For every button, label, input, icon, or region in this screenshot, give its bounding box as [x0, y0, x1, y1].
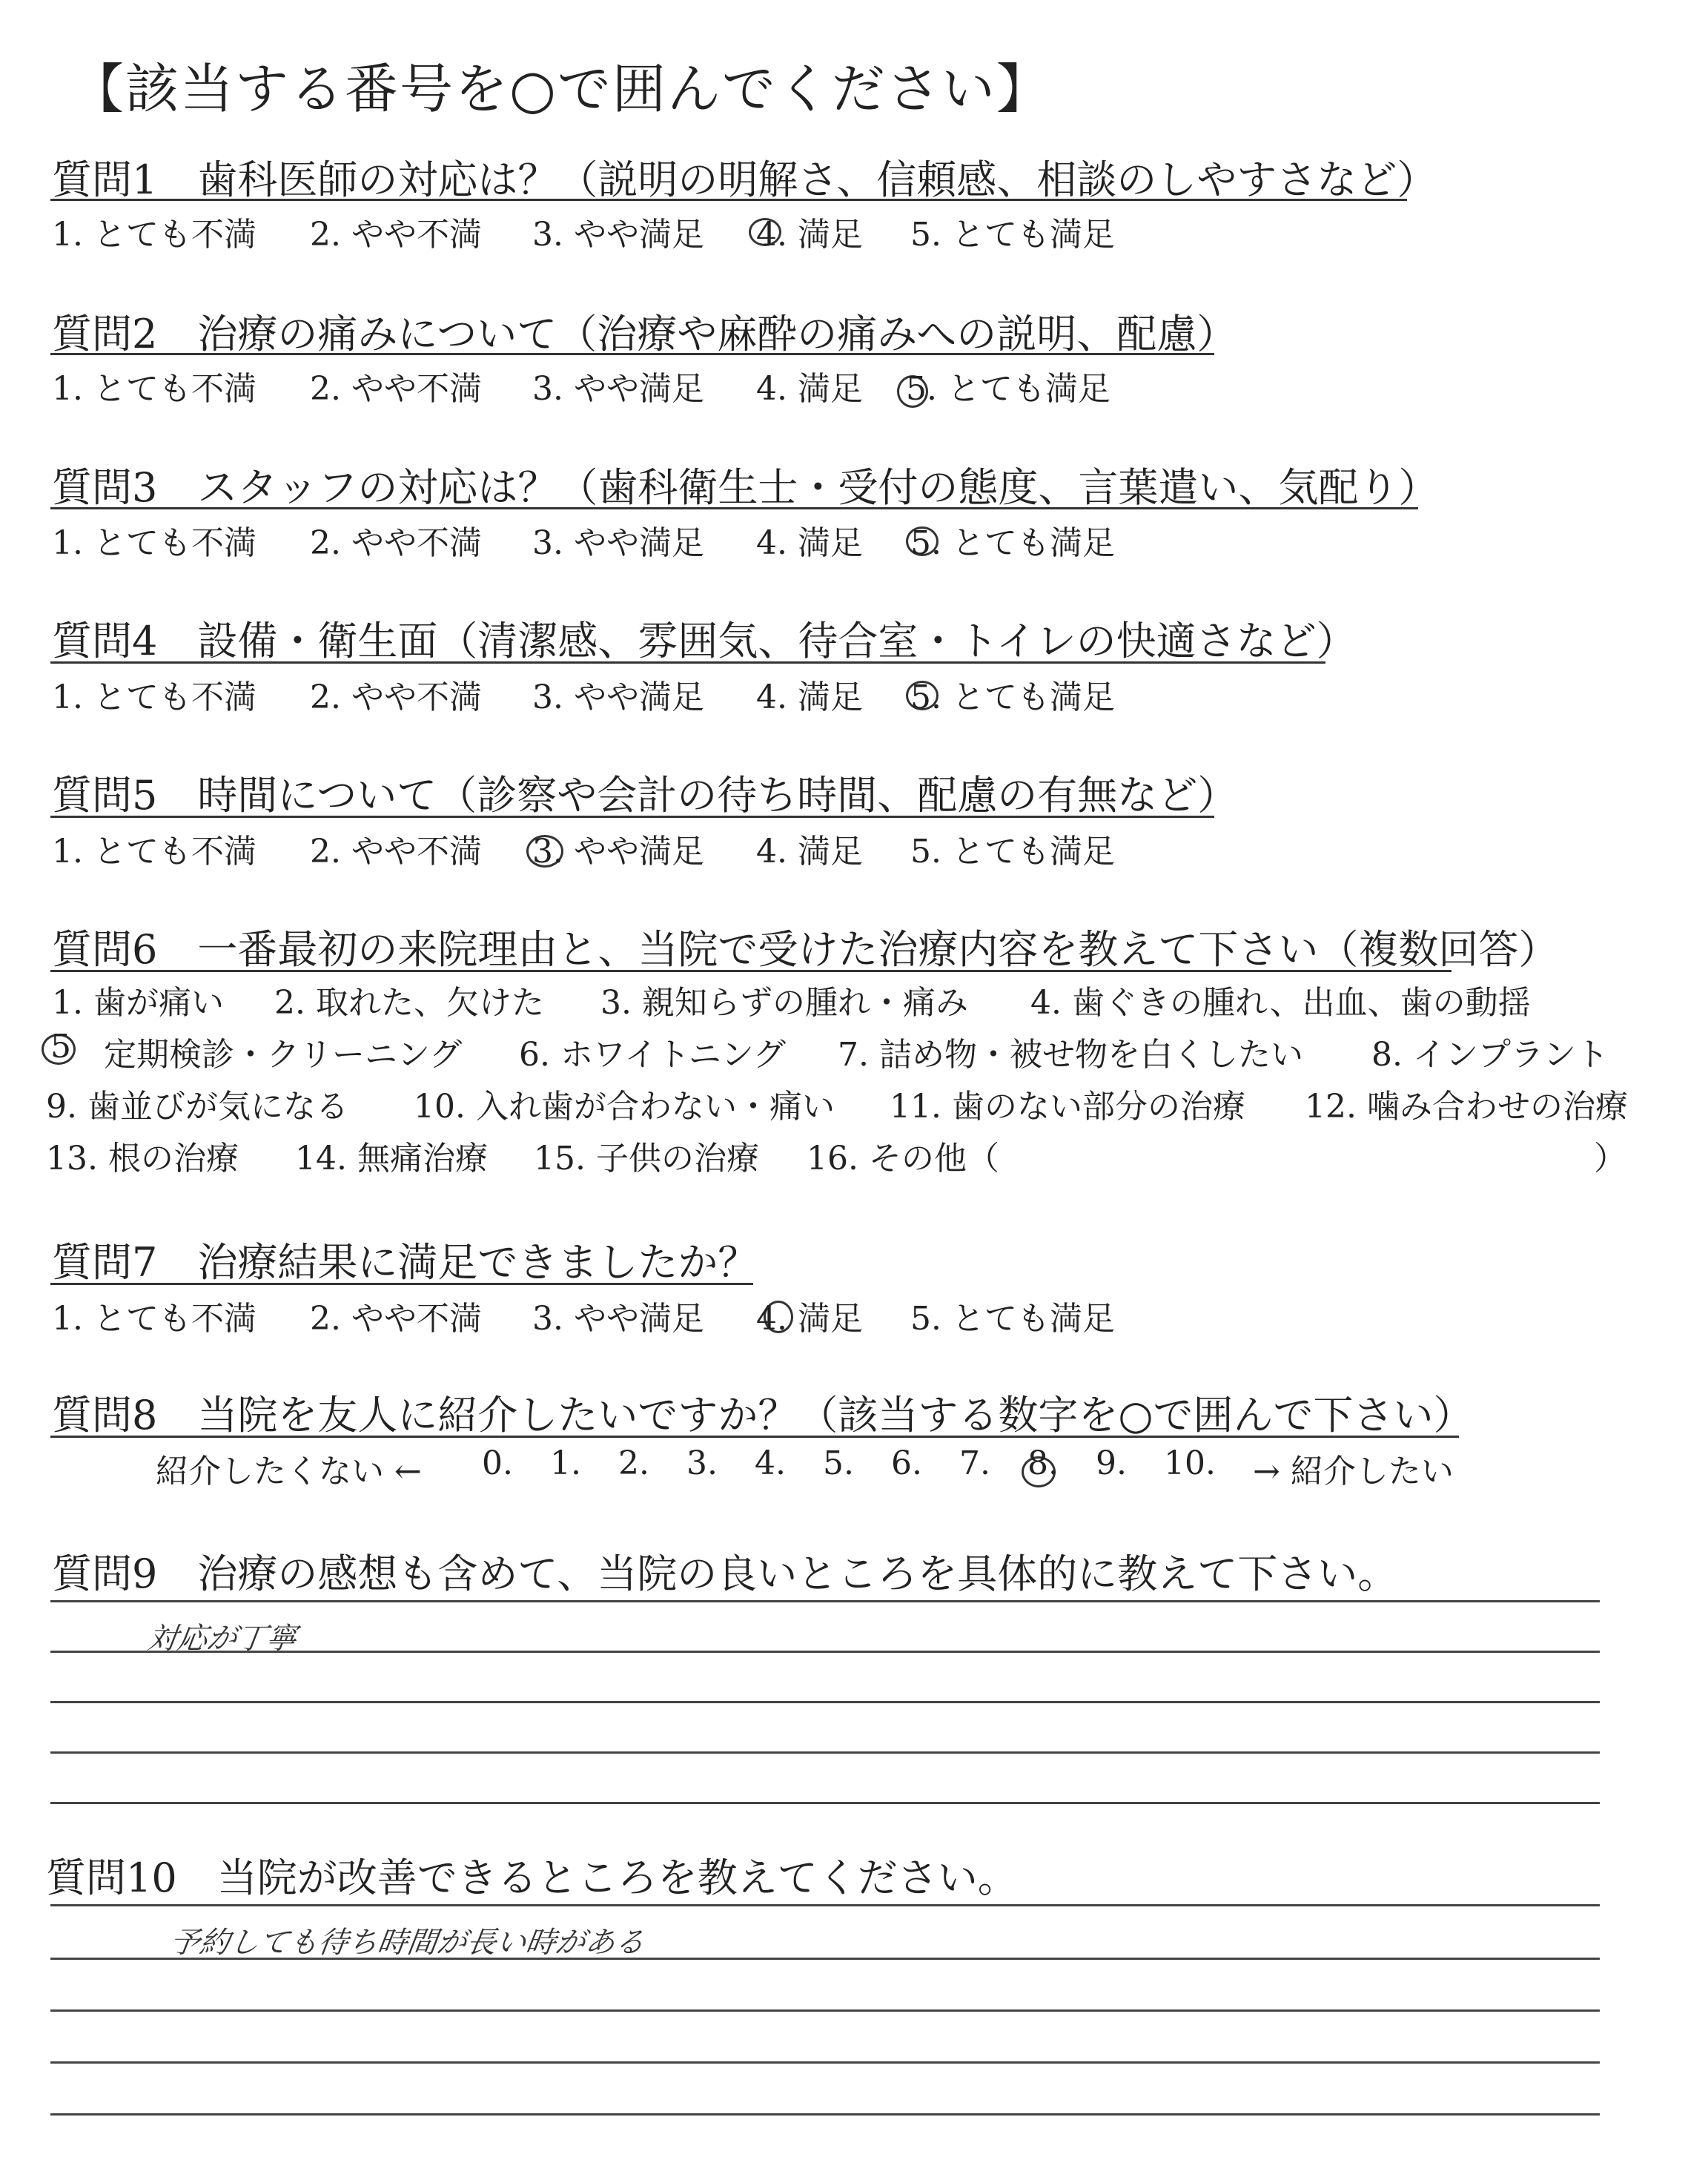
q6-item-4[interactable]: 4. 歯ぐきの腫れ、出血、歯の動揺 — [1030, 984, 1531, 1022]
question-2-underline — [50, 353, 1214, 355]
question-4-title: 質問4 設備・衛生面（清潔感、雰囲気、待合室・トイレの快適さなど） — [52, 618, 1357, 664]
q8-num-9[interactable]: 9. — [1096, 1444, 1127, 1482]
q6-item-13[interactable]: 13. 根の治療 — [46, 1140, 239, 1178]
q9-write-line-4 — [50, 1751, 1600, 1754]
question-6-title: 質問6 一番最初の来院理由と、当院で受けた治療内容を教えて下さい（複数回答） — [52, 926, 1559, 973]
question-6-options — [0, 976, 1708, 1183]
question-5-title: 質問5 時間について（診察や会計の待ち時間、配慮の有無など） — [52, 772, 1238, 819]
q5-option-5[interactable]: 5. とても満足 — [910, 833, 1115, 871]
question-10-title: 質問10 当院が改善できるところを教えてください。 — [46, 1855, 1018, 1901]
question-5-underline — [50, 816, 1214, 818]
q10-handwritten-answer[interactable]: 予約しても待ち時間が長い時がある — [168, 1926, 647, 1960]
q7-option-5[interactable]: 5. とても満足 — [910, 1300, 1115, 1338]
question-1-title: 質問1 歯科医師の対応は？（説明の明解さ、信頼感、相談のしやすさなど） — [52, 156, 1437, 203]
question-5-options — [0, 825, 1708, 869]
q9-write-line-3 — [50, 1701, 1600, 1703]
q8-num-6[interactable]: 6. — [891, 1444, 922, 1482]
q6-item-9[interactable]: 9. 歯並びが気になる — [46, 1088, 348, 1126]
question-3-underline — [50, 507, 1418, 509]
q8-num-7[interactable]: 7. — [959, 1444, 990, 1482]
q2-option-5[interactable]: 5. とても満足 — [906, 370, 1110, 408]
q6-item-16[interactable]: 16. その他（ — [807, 1140, 999, 1178]
question-2-options — [0, 362, 1708, 406]
q1-option-4[interactable]: 4. 満足 — [756, 216, 863, 254]
question-7-underline — [50, 1283, 753, 1285]
q9-write-line-2 — [50, 1651, 1600, 1653]
q3-option-5[interactable]: 5. とても満足 — [910, 524, 1115, 562]
q7-option-3[interactable]: 3. やや満足 — [532, 1300, 704, 1338]
q3-option-4[interactable]: 4. 満足 — [756, 524, 863, 562]
q1-option-1[interactable]: 1. とても不満 — [52, 216, 256, 254]
question-1-underline — [50, 199, 1407, 201]
q7-option-2[interactable]: 2. やや不満 — [310, 1300, 482, 1338]
q8-num-3[interactable]: 3. — [686, 1444, 718, 1482]
q5-option-4[interactable]: 4. 満足 — [756, 833, 863, 871]
question-8-scale — [0, 1444, 1708, 1489]
q8-right-label: → 紹介したい — [1253, 1453, 1454, 1490]
q10-write-line-1 — [50, 1904, 1600, 1906]
q7-option-4[interactable]: 4. 満足 — [756, 1300, 863, 1338]
question-7-title: 質問7 治療結果に満足できましたか？ — [52, 1239, 758, 1286]
q2-option-4[interactable]: 4. 満足 — [756, 370, 863, 408]
question-6-underline — [50, 970, 1452, 972]
q6-item-16-close: ） — [1594, 1140, 1626, 1178]
q4-option-3[interactable]: 3. やや満足 — [532, 678, 704, 716]
question-2-title: 質問2 治療の痛みについて（治療や麻酔の痛みへの説明、配慮） — [52, 311, 1237, 357]
q4-option-4[interactable]: 4. 満足 — [756, 678, 863, 716]
q9-write-line-1 — [50, 1600, 1600, 1602]
q6-item-8[interactable]: 8. インプラント — [1371, 1036, 1609, 1074]
q6-item-10[interactable]: 10. 入れ歯が合わない・痛い — [414, 1088, 835, 1126]
question-7-options — [0, 1292, 1708, 1336]
q6-item-5-number[interactable]: 5 — [50, 1028, 71, 1066]
q6-item-5[interactable]: 定期検診・クリーニング — [104, 1036, 463, 1074]
q10-write-line-2 — [50, 1958, 1600, 1960]
q8-num-10[interactable]: 10. — [1164, 1444, 1216, 1482]
question-9-title: 質問9 治療の感想も含めて、当院の良いところを具体的に教えて下さい。 — [52, 1550, 1398, 1597]
q2-option-2[interactable]: 2. やや不満 — [310, 370, 482, 408]
q6-item-1[interactable]: 1. 歯が痛い — [52, 984, 224, 1022]
question-3-title: 質問3 スタッフの対応は？（歯科衛生士・受付の態度、言葉遣い、気配り） — [52, 464, 1439, 511]
q4-option-2[interactable]: 2. やや不満 — [310, 678, 482, 716]
question-8-underline — [50, 1436, 1459, 1438]
q5-option-2[interactable]: 2. やや不満 — [310, 833, 482, 871]
q10-write-line-3 — [50, 2009, 1600, 2012]
q2-option-1[interactable]: 1. とても不満 — [52, 370, 256, 408]
q2-option-3[interactable]: 3. やや満足 — [532, 370, 704, 408]
question-4-options — [0, 670, 1708, 715]
q9-write-line-5 — [50, 1802, 1600, 1804]
q8-num-5[interactable]: 5. — [823, 1444, 854, 1482]
q5-option-1[interactable]: 1. とても不満 — [52, 833, 256, 871]
q10-write-line-4 — [50, 2061, 1600, 2064]
q3-option-1[interactable]: 1. とても不満 — [52, 524, 256, 562]
page-title: 【該当する番号を○で囲んでください】 — [70, 58, 1051, 120]
question-4-underline — [50, 661, 1325, 664]
q10-write-line-5 — [50, 2113, 1600, 2116]
q6-item-7[interactable]: 7. 詰め物・被せ物を白くしたい — [838, 1036, 1303, 1074]
question-8-title: 質問8 当院を友人に紹介したいですか？（該当する数字を○で囲んで下さい） — [52, 1392, 1474, 1439]
question-3-options — [0, 516, 1708, 561]
q1-option-2[interactable]: 2. やや不満 — [310, 216, 482, 254]
q8-num-4[interactable]: 4. — [755, 1444, 786, 1482]
q4-option-5[interactable]: 5. とても満足 — [910, 678, 1115, 716]
q6-item-14[interactable]: 14. 無痛治療 — [295, 1140, 488, 1178]
q6-item-2[interactable]: 2. 取れた、欠けた — [274, 984, 544, 1022]
q6-item-3[interactable]: 3. 親知らずの腫れ・痛み — [600, 984, 968, 1022]
question-1-options — [0, 208, 1708, 252]
q9-handwritten-answer[interactable]: 対応が丁寧 — [145, 1622, 299, 1656]
q8-num-0[interactable]: 0. — [482, 1444, 513, 1482]
q6-item-6[interactable]: 6. ホワイトニング — [519, 1036, 787, 1074]
q1-option-3[interactable]: 3. やや満足 — [532, 216, 704, 254]
q3-option-2[interactable]: 2. やや不満 — [310, 524, 482, 562]
q3-option-3[interactable]: 3. やや満足 — [532, 524, 704, 562]
q8-num-2[interactable]: 2. — [618, 1444, 649, 1482]
q1-option-5[interactable]: 5. とても満足 — [910, 216, 1115, 254]
q5-option-3[interactable]: 3. やや満足 — [532, 833, 704, 871]
q8-num-8[interactable]: 8. — [1027, 1444, 1059, 1482]
q7-option-1[interactable]: 1. とても不満 — [52, 1300, 256, 1338]
q6-item-12[interactable]: 12. 噛み合わせの治療 — [1305, 1088, 1628, 1126]
q6-item-15[interactable]: 15. 子供の治療 — [534, 1140, 759, 1178]
q8-left-label: 紹介したくない ← — [156, 1453, 422, 1490]
q6-item-11[interactable]: 11. 歯のない部分の治療 — [890, 1088, 1245, 1126]
q8-num-1[interactable]: 1. — [550, 1444, 581, 1482]
q4-option-1[interactable]: 1. とても不満 — [52, 678, 256, 716]
